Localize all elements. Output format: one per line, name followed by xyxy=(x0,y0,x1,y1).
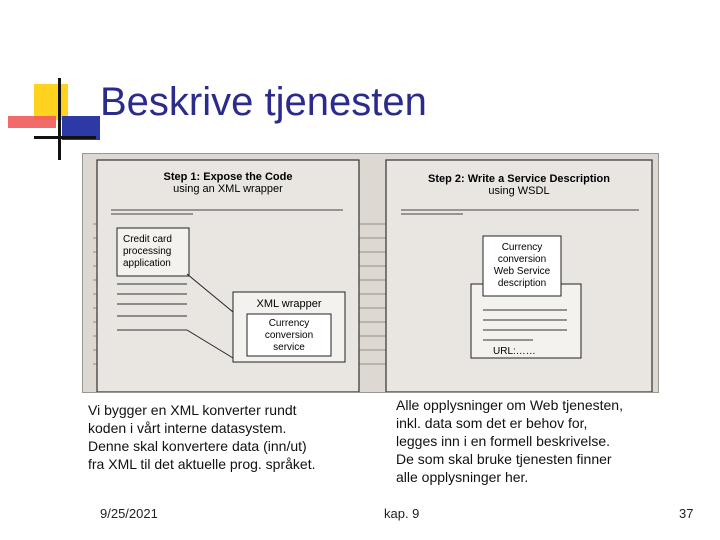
footer-chapter: kap. 9 xyxy=(384,506,420,521)
slide-title: Beskrive tjenesten xyxy=(100,80,427,124)
step1-heading: Step 1: Expose the Code xyxy=(163,171,293,183)
caption-right: Alle opplysninger om Web tjenesten, inkl. data som det er behov for, legges inn i en formell beskrivelse. De som skal bruke tjenesten finner alle opplysninger her. xyxy=(396,397,623,485)
caption-left: Vi bygger en XML konverter rundt koden i vårt interne datasystem. Denne skal konvertere data (inn/ut) fra XML til det aktuelle prog. språket. xyxy=(88,402,316,472)
app-label-1: Credit card xyxy=(123,234,172,245)
service-label-2: conversion xyxy=(264,330,314,341)
slide-logo-decoration xyxy=(0,0,100,170)
service-label-3: service xyxy=(273,342,305,353)
footer-date: 9/25/2021 xyxy=(100,506,158,521)
footer-page-number: 37 xyxy=(679,506,694,521)
step1-subheading: using an XML wrapper xyxy=(173,183,283,195)
desc-label-2: conversion xyxy=(497,254,547,265)
scanned-figure xyxy=(82,153,659,393)
app-label-3: application xyxy=(123,258,171,269)
wrapper-label: XML wrapper xyxy=(256,298,322,310)
desc-label-1: Currency xyxy=(501,242,543,253)
step2-heading: Step 2: Write a Service Description xyxy=(428,173,610,185)
service-label-1: Currency xyxy=(268,318,310,329)
desc-label-4: description xyxy=(497,278,547,289)
desc-label-3: Web Service xyxy=(493,266,551,277)
app-label-2: processing xyxy=(123,246,172,257)
url-label: URL:…… xyxy=(493,346,536,357)
figure-diagram xyxy=(83,154,658,392)
step2-subheading: using WSDL xyxy=(488,185,550,197)
